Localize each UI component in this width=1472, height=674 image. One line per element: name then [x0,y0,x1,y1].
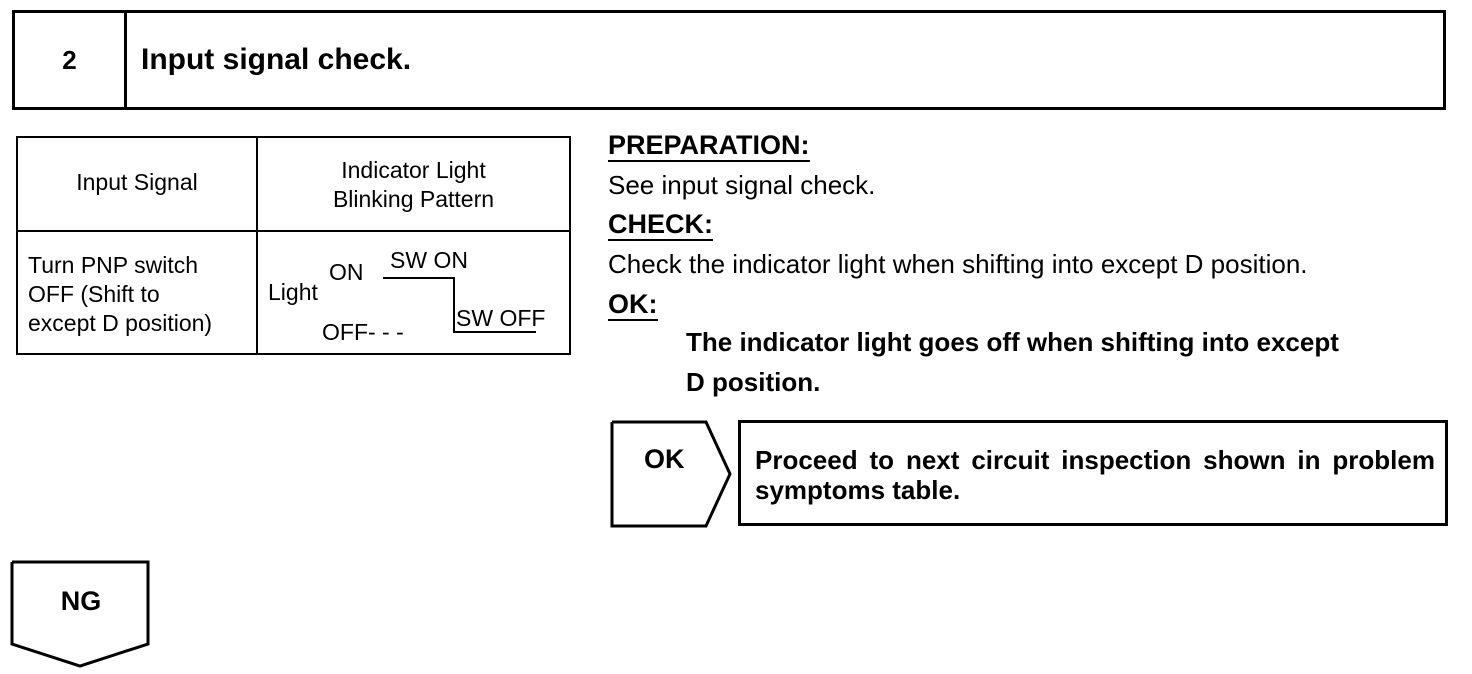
ok-branch-text: Proceed to next circuit inspection shown in problem symptoms table. [755,445,1435,505]
column-header-indicator-line1: Indicator Light [341,157,486,183]
diagram-off-label: OFF- - - [322,319,404,345]
diagram-light-label: Light [268,279,318,305]
ok-branch-label: OK [644,444,685,474]
column-header-input-signal: Input Signal [76,169,198,195]
ok-result-line1: The indicator light goes off when shifting into except [686,327,1339,357]
diagram-sw-on-label: SW ON [390,247,468,273]
check-text: Check the indicator light when shifting into except D position. [608,249,1308,279]
step-number: 2 [15,13,127,107]
ok-heading: OK: [608,289,658,319]
input-signal-line1: Turn PNP switch [28,252,198,278]
preparation-text: See input signal check. [608,170,876,200]
preparation-heading: PREPARATION: [608,130,810,160]
check-heading: CHECK: [608,209,713,239]
column-header-indicator-line2: Blinking Pattern [332,186,495,212]
ok-branch-box [738,420,1448,526]
step-header [12,10,1446,110]
input-signal-table [16,136,571,355]
ok-result-line2: D position. [686,367,821,397]
blinking-pattern-waveform [258,232,569,353]
input-signal-line3: except D position) [28,310,213,336]
diagram-on-label: ON [329,259,364,285]
step-title: Input signal check. [141,43,412,76]
diagram-sw-off-label: SW OFF [456,305,546,331]
input-signal-line2: OFF (Shift to [28,281,160,307]
ng-branch-label: NG [60,586,102,616]
